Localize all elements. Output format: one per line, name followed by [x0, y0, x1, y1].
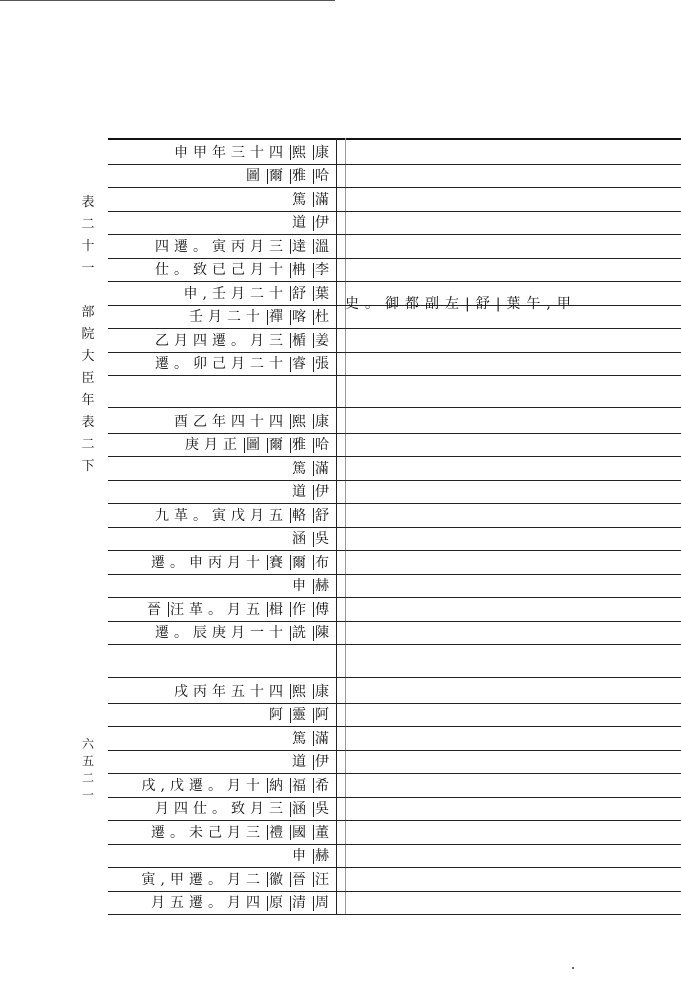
name-divider-bar: [313, 872, 314, 887]
name-divider-bar: [290, 438, 291, 453]
margin-title-char: 表: [81, 195, 95, 210]
margin-title-char: 大: [81, 349, 95, 364]
table-cell: 戌丙年五十四 熙 康: [174, 683, 334, 700]
table-row: [108, 305, 336, 329]
table-cell: 涵 吳: [292, 531, 334, 548]
name-divider-bar: [313, 263, 314, 278]
name-divider-bar: [313, 145, 314, 160]
name-divider-bar: [313, 778, 314, 793]
name-divider-bar: [290, 825, 291, 840]
name-divider-bar: [290, 145, 291, 160]
table-row: [108, 797, 336, 821]
name-divider-bar: [313, 192, 314, 207]
name-divider-bar: [313, 310, 314, 325]
name-divider-bar: [313, 755, 314, 770]
table-row: [108, 867, 336, 891]
margin-title-char: 二: [81, 437, 95, 452]
table-cell: 仕。致已己月十 柟 李: [155, 262, 334, 279]
name-divider-bar: [290, 778, 291, 793]
name-divider-bar: [267, 555, 268, 570]
margin-title-char: 表: [81, 415, 95, 430]
name-divider-bar: [290, 414, 291, 429]
name-divider-bar: [168, 602, 169, 617]
margin-title: [78, 192, 98, 478]
row-rule: [108, 644, 681, 645]
right-column-entry: [345, 290, 585, 316]
page-number-char: 五: [81, 754, 94, 768]
table-row: [108, 597, 336, 621]
table-row: [108, 726, 336, 750]
margin-title-char: 院: [81, 327, 95, 342]
name-divider-bar: [290, 602, 291, 617]
name-divider-bar: [290, 708, 291, 723]
table-cell: 遷。未己月三 禮 國 董: [151, 824, 334, 841]
page-number: [78, 736, 98, 804]
table-cell: 晉 汪革。月五 楫 作 傅: [147, 601, 334, 618]
table-row: [108, 527, 336, 551]
table-row: [108, 844, 336, 868]
row-rule: [108, 375, 681, 376]
table-row: [108, 820, 336, 844]
name-divider-bar: [313, 508, 314, 523]
table-cell: 寅,甲遷。月二 徽 晉 汪: [141, 871, 334, 888]
margin-title-char: 臣: [81, 371, 95, 386]
name-divider-bar: [313, 216, 314, 231]
margin-title-char: 二: [81, 217, 95, 232]
name-divider-bar: [313, 286, 314, 301]
name-divider-bar: [244, 438, 245, 453]
name-divider-bar: [313, 555, 314, 570]
name-divider-bar: [290, 286, 291, 301]
name-divider-bar: [313, 731, 314, 746]
table-cell: 乙月四遷。月三 楯 姜: [155, 332, 334, 349]
name-divider-bar: [290, 508, 291, 523]
table-row: [108, 480, 336, 504]
table-cell: 篤 滿: [292, 460, 334, 477]
table-cell: 四遷。寅丙月三 達 溫: [155, 238, 334, 255]
table-cell: 道 伊: [292, 754, 334, 771]
name-divider-bar: [313, 169, 314, 184]
row-rule: [108, 914, 681, 915]
table-row: [108, 891, 336, 915]
table-row: [108, 773, 336, 797]
name-divider-bar: [313, 532, 314, 547]
name-divider-bar: [267, 602, 268, 617]
name-divider-bar: [290, 169, 291, 184]
table-cell: 壬月二十 禪 喀 杜: [189, 309, 334, 326]
name-divider-bar: [313, 602, 314, 617]
name-divider-bar: [313, 438, 314, 453]
name-divider-bar: [313, 485, 314, 500]
name-divider-bar: [313, 579, 314, 594]
table-row: [108, 234, 336, 258]
table-row: [108, 679, 336, 703]
table-row: [108, 550, 336, 574]
name-divider-bar: [313, 626, 314, 641]
name-divider-bar: [290, 626, 291, 641]
right-column-text: 史。御都副左|舒|葉午,甲: [345, 296, 577, 312]
name-divider-bar: [267, 169, 268, 184]
name-divider-bar: [313, 333, 314, 348]
margin-title-char: 部: [81, 305, 95, 320]
margin-title-char: 年: [81, 393, 95, 408]
name-divider-bar: [267, 872, 268, 887]
table-row: [108, 140, 336, 164]
table-cell: 遷。卯己月二十 睿 張: [155, 356, 334, 373]
page-number-char: 二: [81, 771, 94, 785]
table-cell: 阿 靈 阿: [269, 707, 334, 724]
table-cell: 圖 爾 雅 哈: [246, 168, 334, 185]
table-row: [108, 750, 336, 774]
name-divider-bar: [290, 239, 291, 254]
table-cell: 月五遷。月四 原 清 周: [151, 895, 334, 912]
table-cell: 道 伊: [292, 215, 334, 232]
table-row: [108, 258, 336, 282]
section-rule: [108, 677, 681, 678]
name-divider-bar: [313, 414, 314, 429]
name-divider-bar: [267, 778, 268, 793]
table-cell: 篤 滿: [292, 191, 334, 208]
name-divider-bar: [313, 708, 314, 723]
table-row: [108, 281, 336, 305]
name-divider-bar: [313, 357, 314, 372]
table-row: [108, 352, 336, 376]
section-rule: [108, 407, 681, 408]
name-divider-bar: [267, 825, 268, 840]
table-cell: 申 赫: [292, 848, 334, 865]
name-divider-bar: [290, 684, 291, 699]
name-divider-bar: [290, 872, 291, 887]
table-row: [108, 456, 336, 480]
scan-edge-line: [0, 0, 335, 1]
table-cell: 月四仕。致月三 涵 吳: [155, 801, 334, 818]
name-divider-bar: [267, 310, 268, 325]
name-divider-bar: [313, 239, 314, 254]
page-number-char: 六: [81, 737, 94, 751]
table-cell: 申 赫: [292, 578, 334, 595]
name-divider-bar: [290, 802, 291, 817]
name-divider-bar: [313, 802, 314, 817]
name-divider-bar: [290, 310, 291, 325]
margin-title-char: 十: [81, 239, 95, 254]
name-divider-bar: [290, 263, 291, 278]
table-row: [108, 433, 336, 457]
table-cell: 酉乙年四十四 熙 康: [174, 413, 334, 430]
name-divider-bar: [290, 555, 291, 570]
table-row: [108, 211, 336, 235]
table-row: [108, 409, 336, 433]
table-cell: 庚月正 圖 爾 雅 哈: [185, 437, 334, 454]
name-divider-bar: [290, 357, 291, 372]
table-cell: 九革。寅戊月五 輅 舒: [155, 507, 334, 524]
page-number-char: 一: [81, 788, 94, 802]
name-divider-bar: [313, 684, 314, 699]
name-divider-bar: [313, 825, 314, 840]
table-row: [108, 703, 336, 727]
name-divider-bar: [290, 896, 291, 911]
scan-speck: [572, 967, 574, 969]
table-row: [108, 574, 336, 598]
table-cell: 遷。申丙月十 賽 爾 布: [151, 554, 334, 571]
table-cell: 申甲年三十四 熙 康: [174, 144, 334, 161]
name-divider-bar: [267, 438, 268, 453]
name-divider-bar: [313, 461, 314, 476]
table-row: [108, 187, 336, 211]
margin-title-char: 一: [81, 261, 95, 276]
table-row: [108, 503, 336, 527]
table-cell: 戌,戊遷。月十 納 福 希: [141, 777, 334, 794]
name-divider-bar: [267, 896, 268, 911]
name-divider-bar: [313, 896, 314, 911]
name-divider-bar: [290, 333, 291, 348]
name-divider-bar: [313, 849, 314, 864]
table-row: [108, 164, 336, 188]
table-row: [108, 621, 336, 645]
table-cell: 篤 滿: [292, 730, 334, 747]
margin-title-char: 下: [81, 459, 95, 474]
table-cell: 遷。辰庚月一十 詵 陳: [155, 625, 334, 642]
table-row: [108, 328, 336, 352]
table-cell: 申,壬月二十 舒 葉: [183, 285, 334, 302]
table-cell: 道 伊: [292, 484, 334, 501]
